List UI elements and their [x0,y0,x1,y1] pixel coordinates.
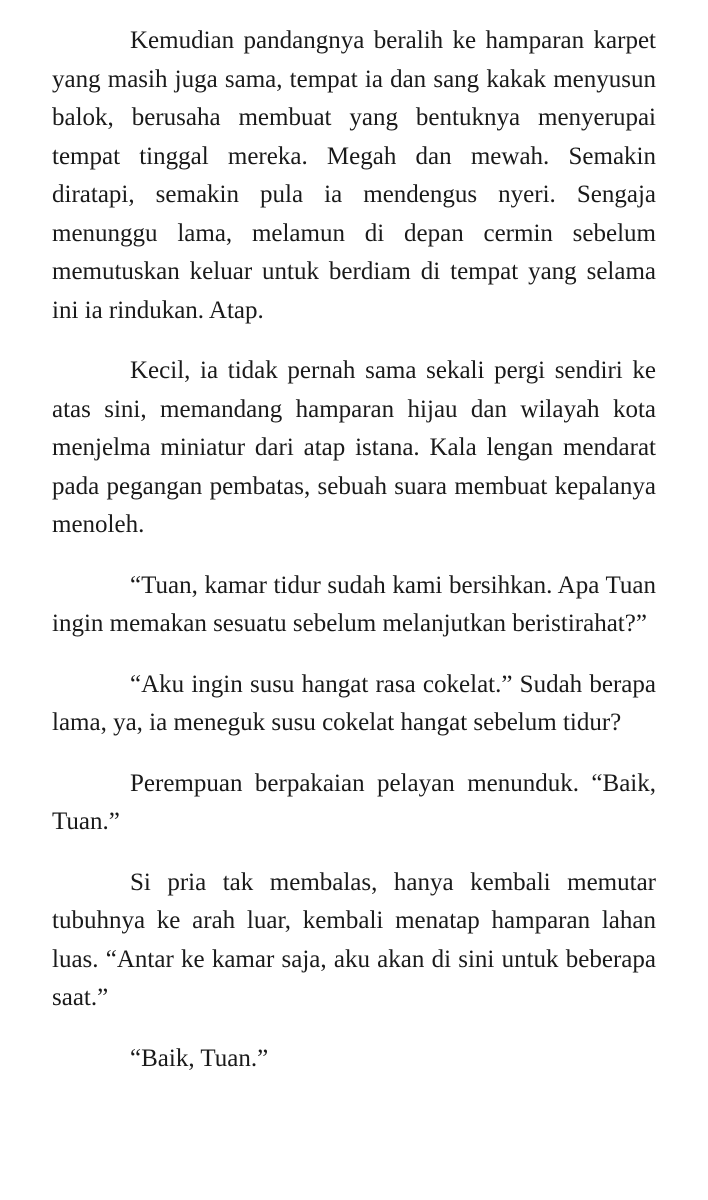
document-page [52,22,656,1100]
paragraph-maid-question: “Tuan, kamar tidur sudah kami bersihkan. Apa Tuan ingin memakan sesuatu sebelum melanjutkan beristirahat?” [52,571,656,637]
paragraph-rooftop: Kecil, ia tidak pernah sama sekali pergi sendiri ke atas sini, memandang hamparan hijau dan wilayah kota menjelma miniatur dari atap istana. Kala lengan mendarat pada pegangan pembatas, sebuah suara membuat kepalanya menoleh. [52,357,656,538]
paragraph-carpet-memory: Kemudian pandangnya beralih ke hamparan karpet yang masih juga sama, tempat ia dan sang kakak menyusun balok, berusaha membuat yang bentuknya menyerupai tempat tinggal mereka. Megah dan mewah. Semakin diratapi, semakin pula ia mendengus nyeri. Sengaja menunggu lama, melamun di depan cermin sebelum memutuskan keluar untuk berdiam di tempat yang selama ini ia rindukan. Atap. [52,27,656,324]
paragraph-man-turns: Si pria tak membalas, hanya kembali memutar tubuhnya ke arah luar, kembali menatap hamparan lahan luas. “Antar ke kamar saja, aku akan di sini untuk beberapa saat.” [52,868,656,1011]
paragraph-maid-bows: Perempuan berpakaian pelayan menunduk. “Baik, Tuan.” [52,769,656,835]
paragraph-chocolate-milk: “Aku ingin susu hangat rasa cokelat.” Sudah berapa lama, ya, ia meneguk susu cokelat hangat sebelum tidur? [52,670,656,736]
paragraph-final-reply: “Baik, Tuan.” [130,1044,269,1072]
